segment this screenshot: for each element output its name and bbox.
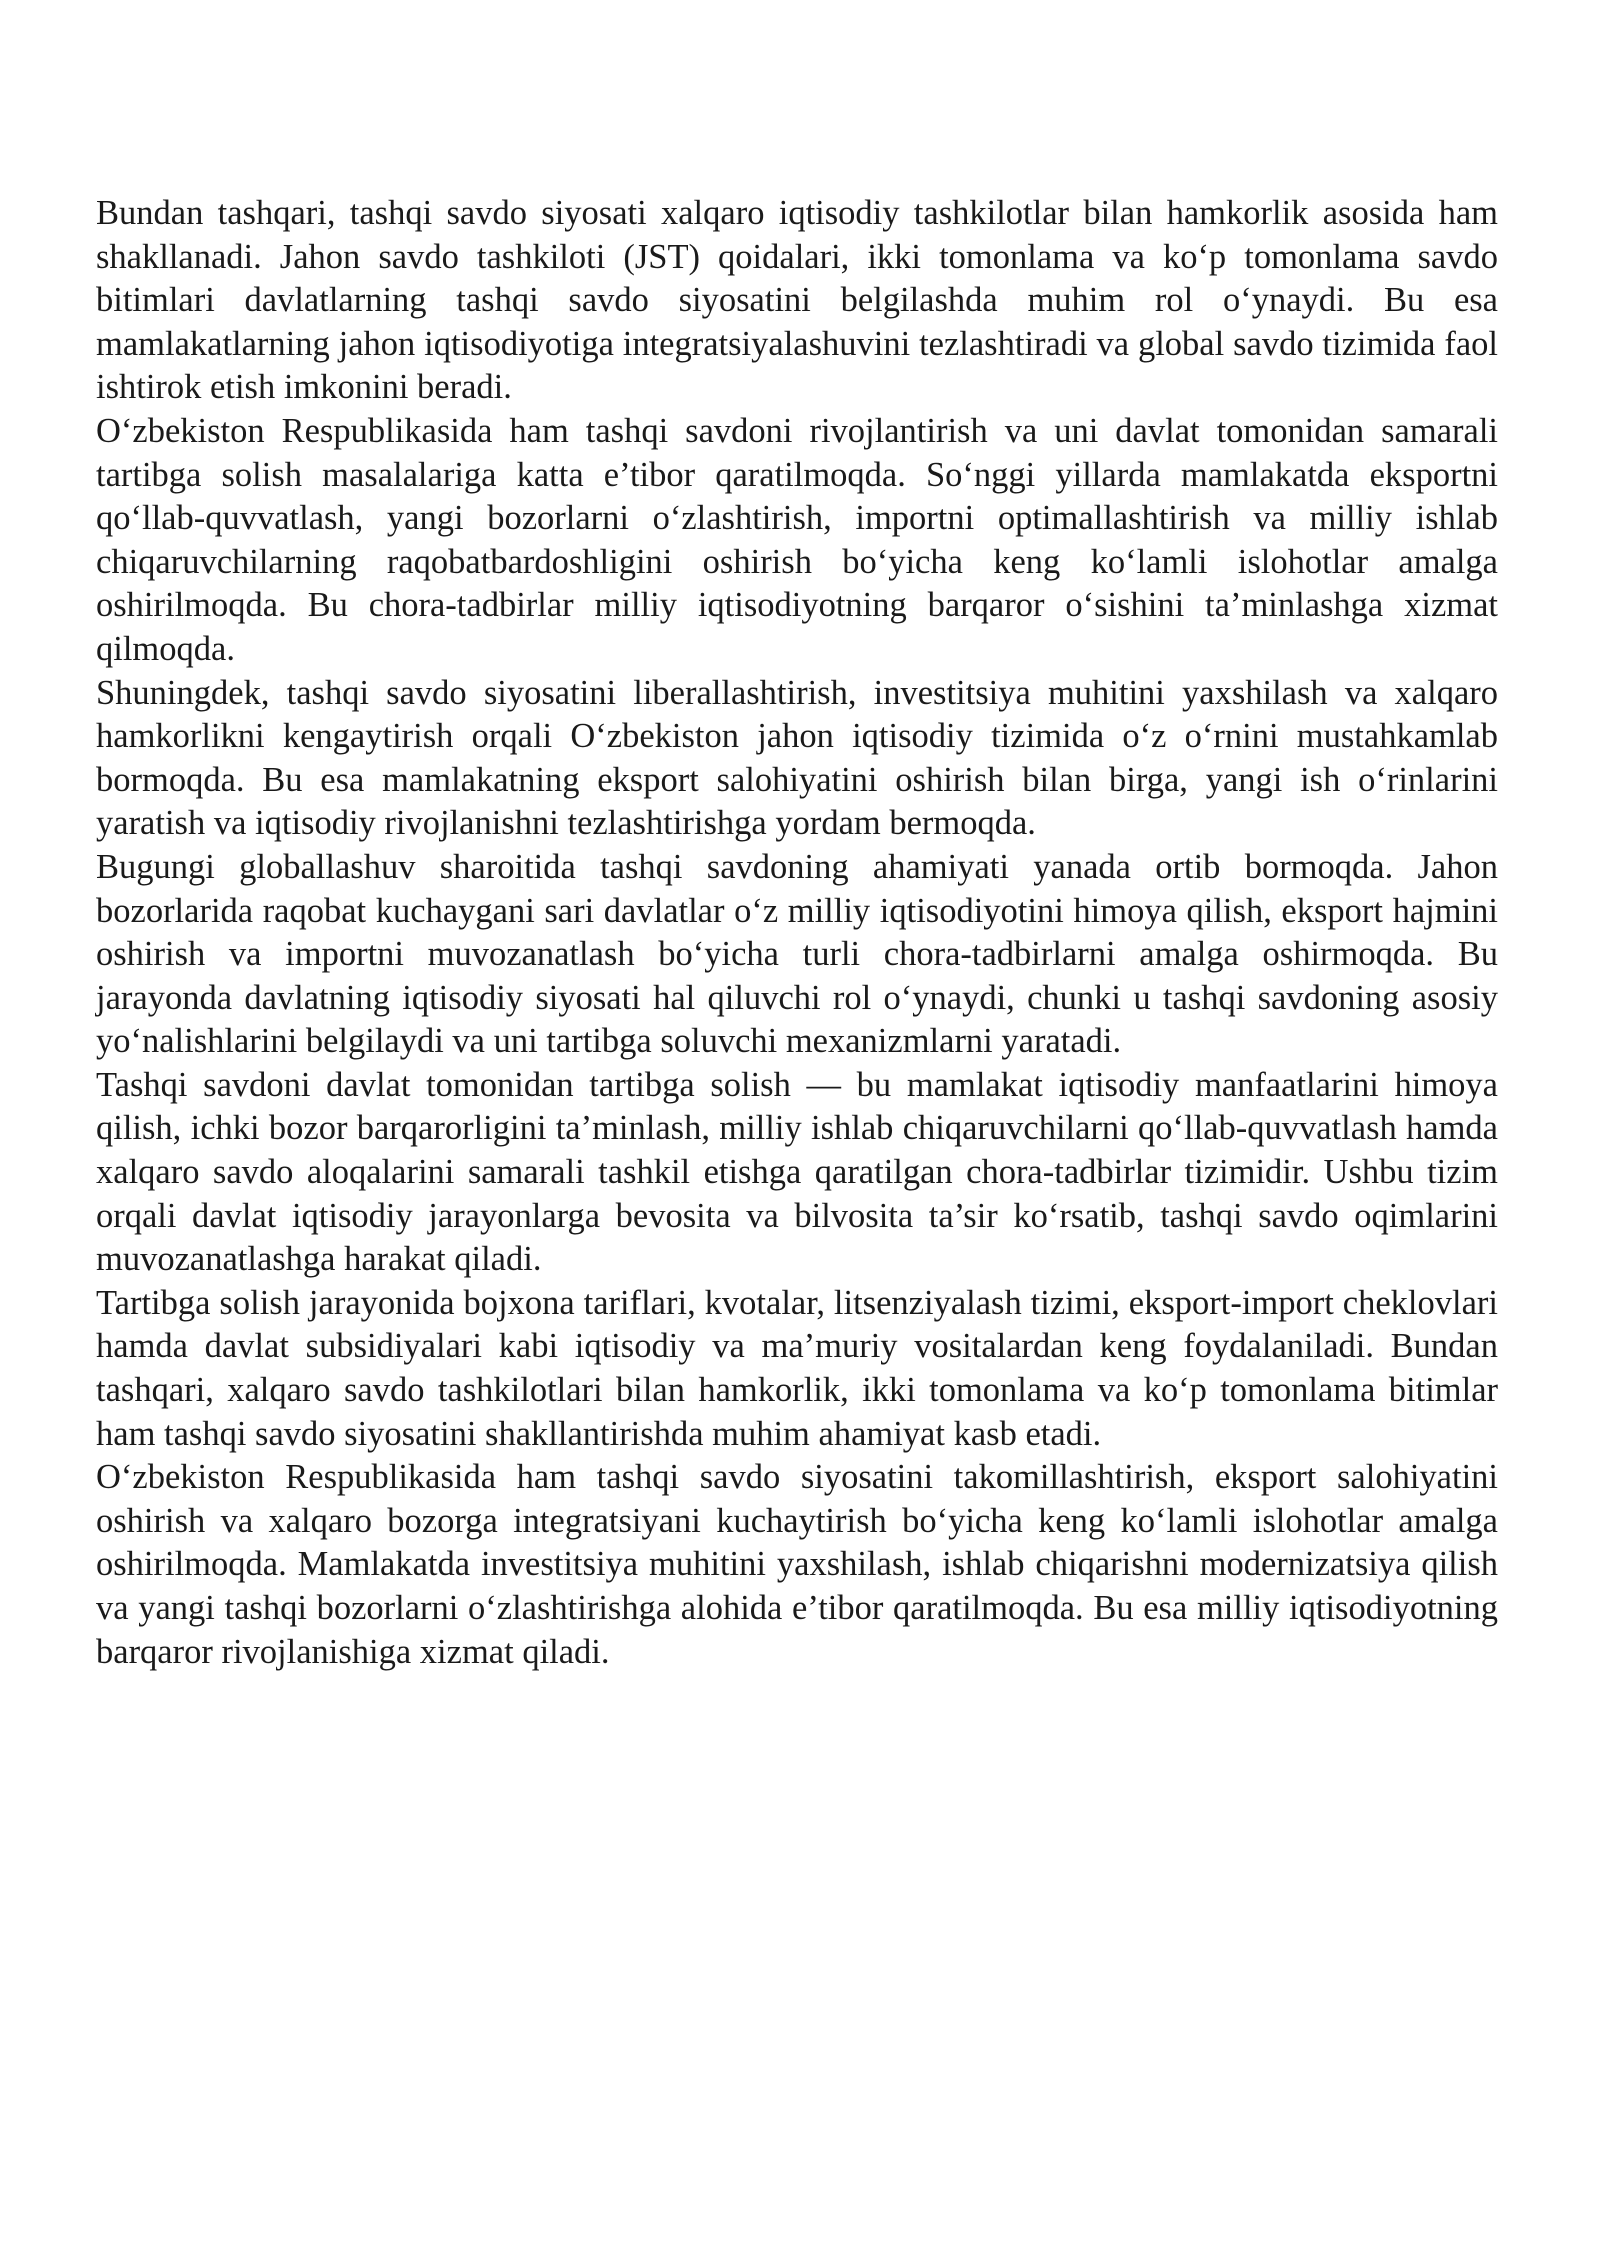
- paragraph-7: O‘zbekiston Respublikasida ham tashqi savdo siyosatini takomillashtirish, eksport salohiyatini oshirish va xalqaro bozorga integratsiyani kuchaytirish bo‘yicha keng ko‘lamli islohotlar amalga oshirilmoqda. Mamlakatda investitsiya muhitini yaxshilash, ishlab chiqarishni modernizatsiya qilish va yangi tashqi bozorlarni o‘zlashtirishga alohida e’tibor qaratilmoqda. Bu esa milliy iqtisodiyotning barqaror rivojlanishiga xizmat qiladi.: [96, 1458, 1498, 1671]
- paragraph-1: Bundan tashqari, tashqi savdo siyosati xalqaro iqtisodiy tashkilotlar bilan hamkorlik asosida ham shakllanadi. Jahon savdo tashkiloti (JST) qoidalari, ikki tomonlama va ko‘p tomonlama savdo bitimlari davlatlarning tashqi savdo siyosatini belgilashda muhim rol o‘ynaydi. Bu esa mamlakatlarning jahon iqtisodiyotiga integratsiyalashuvini tezlashtiradi va global savdo tizimida faol ishtirok etish imkonini beradi.: [96, 194, 1498, 407]
- document-body: [96, 192, 1498, 1674]
- paragraph-5: Tashqi savdoni davlat tomonidan tartibga solish — bu mamlakat iqtisodiy manfaatlarini himoya qilish, ichki bozor barqarorligini ta’minlash, milliy ishlab chiqaruvchilarni qo‘llab-quvvatlash hamda xalqaro savdo aloqalarini samarali tashkil etishga qaratilgan chora-tadbirlar tizimidir. Ushbu tizim orqali davlat iqtisodiy jarayonlarga bevosita va bilvosita ta’sir ko‘rsatib, tashqi savdo oqimlarini muvozanatlashga harakat qiladi.: [96, 1065, 1498, 1279]
- paragraph-4: Bugungi globallashuv sharoitida tashqi savdoning ahamiyati yanada ortib bormoqda. Jahon bozorlarida raqobat kuchaygani sari davlatlar o‘z milliy iqtisodiyotini himoya qilish, eksport hajmini oshirish va importni muvozanatlash bo‘yicha turli chora-tadbirlarni amalga oshirmoqda. Bu jarayonda davlatning iqtisodiy siyosati hal qiluvchi rol o‘ynaydi, chunki u tashqi savdoning asosiy yo‘nalishlarini belgilaydi va uni tartibga soluvchi mexanizmlarni yaratadi.: [96, 847, 1498, 1061]
- paragraph-3: Shuningdek, tashqi savdo siyosatini liberallashtirish, investitsiya muhitini yaxshilash va xalqaro hamkorlikni kengaytirish orqali O‘zbekiston jahon iqtisodiy tizimida o‘z o‘rnini mustahkamlab bormoqda. Bu esa mamlakatning eksport salohiyatini oshirish bilan birga, yangi ish o‘rinlarini yaratish va iqtisodiy rivojlanishni tezlashtirishga yordam bermoqda.: [96, 673, 1498, 843]
- paragraph-2: O‘zbekiston Respublikasida ham tashqi savdoni rivojlantirish va uni davlat tomonidan samarali tartibga solish masalalariga katta e’tibor qaratilmoqda. So‘nggi yillarda mamlakatda eksportni qo‘llab-quvvatlash, yangi bozorlarni o‘zlashtirish, importni optimallashtirish va milliy ishlab chiqaruvchilarning raqobatbardoshligini oshirish bo‘yicha keng ko‘lamli islohotlar amalga oshirilmoqda. Bu chora-tadbirlar milliy iqtisodiyotning barqaror o‘sishini ta’minlashga xizmat qilmoqda.: [96, 411, 1498, 668]
- paragraph-6: Tartibga solish jarayonida bojxona tariflari, kvotalar, litsenziyalash tizimi, eksport-import cheklovlari hamda davlat subsidiyalari kabi iqtisodiy va ma’muriy vositalardan keng foydalaniladi. Bundan tashqari, xalqaro savdo tashkilotlari bilan hamkorlik, ikki tomonlama va ko‘p tomonlama bitimlar ham tashqi savdo siyosatini shakllantirishda muhim ahamiyat kasb etadi.: [96, 1283, 1498, 1453]
